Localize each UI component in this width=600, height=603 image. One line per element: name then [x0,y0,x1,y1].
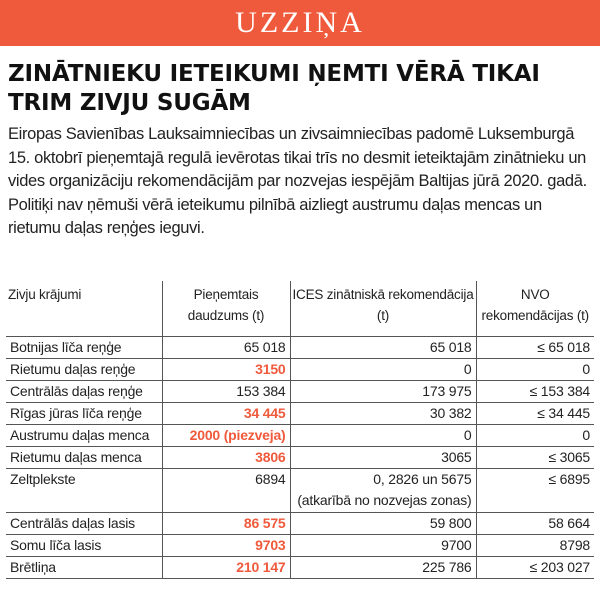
cell-stock-value: Zeltplekste [10,470,76,487]
section-label: UZZIŅA [235,6,365,39]
cell-ngo [476,380,594,402]
cell-stock [6,358,162,380]
cell-adopted [162,424,290,446]
table-header-row [6,281,594,336]
cell-stock [6,534,162,556]
cell-adopted [162,358,290,380]
header-ngo: NVO rekomendācijas (t) [476,281,594,336]
cell-ices [290,534,476,556]
cell-ices [290,380,476,402]
cell-stock [6,402,162,424]
table-row [6,534,594,556]
cell-adopted-value: 3806 [255,448,286,465]
cell-adopted [162,380,290,402]
cell-adopted-value: 65 018 [243,338,286,355]
cell-ngo [476,512,594,534]
cell-ices-value: 9700 [441,536,472,553]
table-body [6,336,594,578]
cell-adopted-value: 86 575 [243,514,286,531]
cell-ices-value: 30 382 [429,404,472,421]
cell-ices [290,512,476,534]
cell-ngo-value: ≤ 153 384 [529,382,590,399]
cell-stock-value: Botnijas līča reņģe [10,338,122,355]
cell-ngo-value: ≤ 6895 [548,470,590,487]
cell-ices-value: 0, 2826 un 5675 [373,470,472,487]
cell-adopted-value: 153 384 [236,382,286,399]
cell-ices-value: 0 [463,360,472,377]
table-row [6,556,594,578]
cell-adopted-value: 6894 [255,470,286,487]
headline-line-1: ZINĀTNIEKU IETEIKUMI ŅEMTI VĒRĀ TIKAI [8,61,540,87]
cell-ices-value: 65 018 [429,338,472,355]
headline [8,60,593,118]
cell-ngo-value: ≤ 3065 [548,448,590,465]
cell-stock [6,336,162,358]
cell-ices [290,402,476,424]
cell-ngo-value: 0 [582,360,590,377]
cell-ices [290,336,476,358]
cell-ngo [476,468,594,512]
cell-stock-value: Rīgas jūras līča reņģe [10,404,142,421]
cell-stock [6,556,162,578]
cell-adopted-value: 2000 (piezveja) [189,426,286,443]
header-ices: ICES zinātniskā rekomendācija (t) [290,281,476,336]
cell-stock [6,512,162,534]
cell-stock [6,424,162,446]
cell-adopted [162,534,290,556]
cell-ngo-value: ≤ 34 445 [537,404,590,421]
cell-ngo [476,424,594,446]
cell-ices [290,424,476,446]
cell-adopted-value: 9703 [255,536,286,553]
cell-stock-value: Somu līča lasis [10,536,102,553]
table-row [6,512,594,534]
cell-ngo [476,358,594,380]
cell-ngo [476,402,594,424]
cell-adopted [162,556,290,578]
cell-ngo-value: 58 664 [548,514,590,531]
table-row [6,358,594,380]
cell-ngo [476,556,594,578]
cell-ngo-value: 0 [582,426,590,443]
cell-ngo [476,534,594,556]
table-row [6,424,594,446]
cell-stock-value: Rietumu daļas reņģe [10,360,136,377]
cell-stock [6,380,162,402]
cell-stock [6,468,162,512]
table-row [6,380,594,402]
cell-stock [6,446,162,468]
table-row [6,336,594,358]
headline-line-2: TRIM ZIVJU SUGĀM [8,90,251,116]
cell-adopted [162,468,290,512]
cell-ngo [476,336,594,358]
cell-stock-value: Austrumu daļas menca [10,426,150,443]
cell-ices-note: (atkarībā no nozvejas zonas) [297,491,472,508]
cell-ngo [476,446,594,468]
table-row [6,446,594,468]
cell-ices-value: 0 [463,426,472,443]
cell-ices [290,468,476,512]
cell-ices [290,556,476,578]
table-row [6,402,594,424]
cell-stock-value: Centrālās daļas lasis [10,514,135,531]
fish-quota-table [6,281,594,579]
cell-adopted [162,446,290,468]
cell-ngo-value: 8798 [559,536,590,553]
cell-stock-value: Rietumu daļas menca [10,448,142,465]
header-stock: Zivju krājumi [6,281,162,336]
cell-ices [290,446,476,468]
cell-ices [290,358,476,380]
cell-adopted-value: 34 445 [243,404,286,421]
cell-ices-value: 3065 [441,448,472,465]
cell-ngo-value: ≤ 65 018 [537,338,590,355]
cell-ices-value: 225 786 [422,558,472,575]
cell-adopted-value: 210 147 [236,558,286,575]
cell-adopted [162,512,290,534]
cell-adopted [162,402,290,424]
cell-adopted-value: 3150 [255,360,286,377]
section-banner [0,0,600,46]
cell-ices-value: 173 975 [422,382,472,399]
cell-stock-value: Centrālās daļas reņģe [10,382,143,399]
cell-adopted [162,336,290,358]
lead-paragraph: Eiropas Savienības Lauksaimniecības un zivsaimniecības padomē Luksemburgā 15. oktobrī pieņemtajā regulā ievērotas tikai trīs no desmit ieteiktajām zinātnieku un vides organizāciju rekomendācijām par nozvejas iespējām Baltijas jūrā 2020. gadā. Politiķi nav ņēmuši vērā ieteikumu pilnībā aizliegt austrumu daļas mencas un rietumu daļas reņģes ieguvi. [8,125,587,237]
cell-stock-value: Brētliņa [10,558,56,575]
cell-ices-value: 59 800 [429,514,472,531]
header-adopted: Pieņemtais daudzums (t) [162,281,290,336]
cell-ngo-value: ≤ 203 027 [529,558,590,575]
table-row [6,468,594,512]
